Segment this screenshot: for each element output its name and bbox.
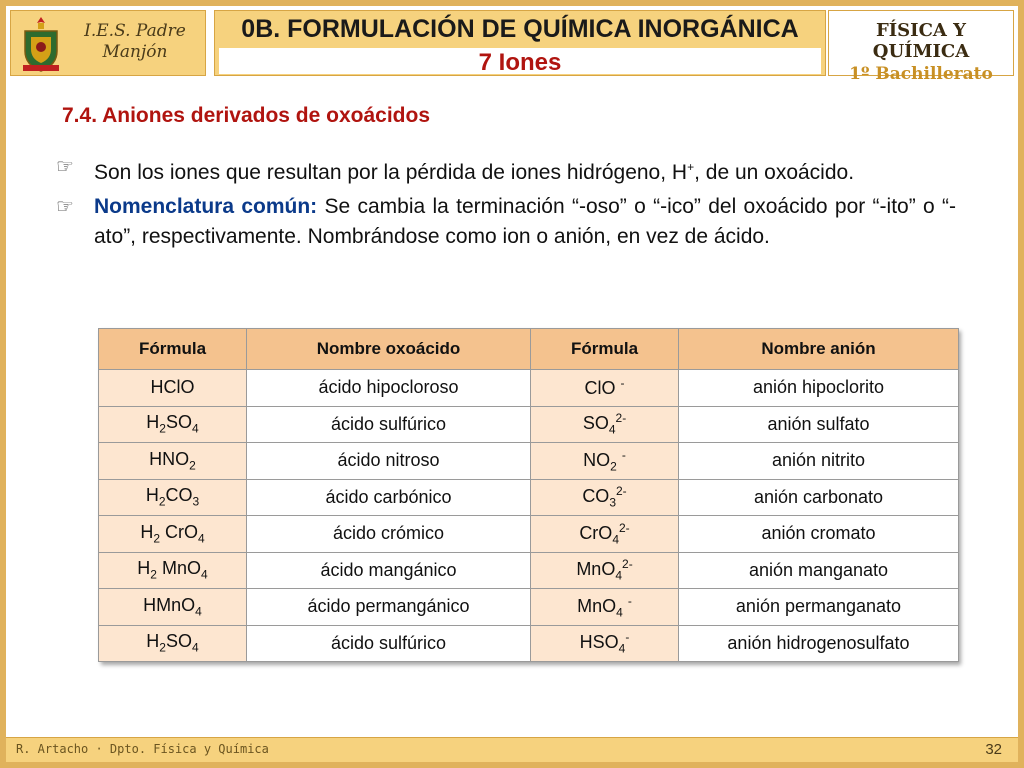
table-header-row [99,329,959,370]
acid-formula: $H_2SO_4$ [99,406,247,443]
anion-formula: $HSO_4^-$ [531,625,679,662]
anion-name: anión hidrogenosulfato [679,625,959,662]
anion-formula: MnO$_4^{2-}$ [531,552,679,589]
acid-name: ácido crómico [247,516,531,553]
header-acid-formula: Fórmula [99,329,247,370]
header-acid-name: Nombre oxoácido [247,329,531,370]
anion-name: anión sulfato [679,406,959,443]
acid-name: ácido carbónico [247,479,531,516]
anion-name: anión hipoclorito [679,370,959,407]
school-name-line1: I.E.S. Padre [84,21,186,41]
hydrogen-charge: + [687,160,695,174]
acid-formula: $H_2CO_3$ [99,479,247,516]
table-row [99,370,959,407]
pointing-hand-icon: ☞ [56,196,74,218]
nomenclature-lead: Nomenclatura común: [94,195,318,218]
anion-name: anión carbonato [679,479,959,516]
header-anion-formula: Fórmula [531,329,679,370]
anion-name: anión nitrito [679,443,959,480]
bullet-definition-text [94,152,956,188]
anion-name: anión manganato [679,552,959,589]
school-crest-icon [19,15,63,73]
anion-formula: $NO_2$ - [531,443,679,480]
section-title: 7.4. Aniones derivados de oxoácidos [62,104,431,127]
table-row [99,443,959,480]
table-row [99,625,959,662]
slide-footer [6,737,1018,762]
school-logo-box [10,10,206,76]
table-row [99,589,959,626]
anion-formula: CrO$_4^{2-}$ [531,516,679,553]
acid-name: ácido mangánico [247,552,531,589]
acid-formula: $H_2SO_4$ [99,625,247,662]
anion-formula: MnO$_4$ - [531,589,679,626]
pointing-hand-icon: ☞ [56,156,74,178]
acid-name: ácido permangánico [247,589,531,626]
nomenclature-body: Se cambia la terminación “-oso” o “-ico” del oxoácido por “-ito” o “-ato”, respectivamente. Nombrándose como ion o anión, en vez de ácido. [94,195,956,248]
header-anion-name: Nombre anión [679,329,959,370]
acid-name: ácido sulfúrico [247,625,531,662]
definition-part-a: Son los iones que resultan por la pérdida de iones hidrógeno, H [94,161,688,184]
acid-formula: $H_2$ MnO$_4$ [99,552,247,589]
bullet-definition [56,152,956,188]
bullet-nomenclature [56,192,956,252]
subject-label: FÍSICA Y QUÍMICA [872,20,970,62]
anion-name: anión permanganato [679,589,959,626]
bullet-nomenclature-text [94,192,956,252]
acid-formula: $HNO_2$ [99,443,247,480]
anion-table [98,328,958,662]
anion-formula: $CO_3^{2-}$ [531,479,679,516]
table-row [99,406,959,443]
acid-formula: $H_2$ CrO$_4$ [99,516,247,553]
acid-name: ácido sulfúrico [247,406,531,443]
acid-name: ácido hipocloroso [247,370,531,407]
subject-box [828,10,1014,84]
page-number: 32 [985,741,1002,758]
school-name [69,21,201,63]
course-label: 1º Bachillerato [849,64,993,84]
slide-header [6,6,1018,84]
acid-formula: HMnO$_4$ [99,589,247,626]
school-name-line2: Manjón [102,42,168,62]
anion-formula: ClO - [531,370,679,407]
definition-part-b: , de un oxoácido. [694,161,855,184]
table-row [99,479,959,516]
page-title: 0B. FORMULACIÓN DE QUÍMICA INORGÁNICA [241,15,799,43]
bullet-list [56,152,956,256]
anion-formula: $SO_4^{2-}$ [531,406,679,443]
table-row [99,552,959,589]
table-row [99,516,959,553]
acid-formula: HClO [99,370,247,407]
footer-author: R. Artacho · Dpto. Física y Química [16,742,269,756]
page-subtitle: 7 Iones [478,49,562,76]
anion-name: anión cromato [679,516,959,553]
acid-name: ácido nitroso [247,443,531,480]
title-box [214,10,826,76]
